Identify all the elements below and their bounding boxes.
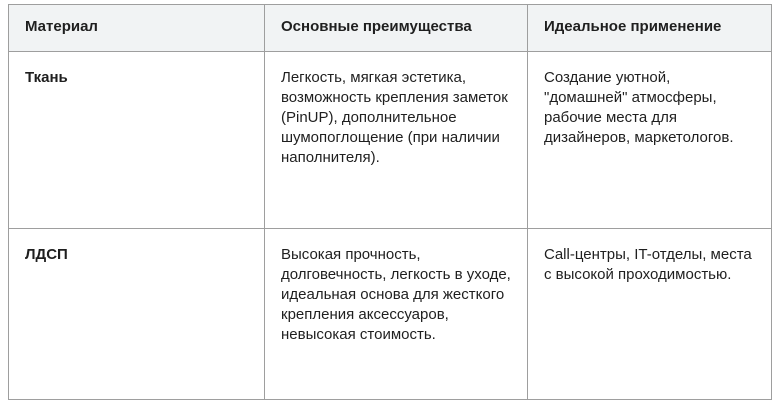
- table-header-row: [9, 5, 772, 52]
- cell-advantages: Высокая прочность, долговечность, легкость в уходе, идеальная основа для жесткого крепления аксессуаров, невысокая стоимость.: [265, 229, 528, 400]
- materials-comparison-table: [8, 4, 772, 400]
- cell-application: Call-центры, IT-отделы, места с высокой проходимостью.: [528, 229, 772, 400]
- header-material: Материал: [9, 5, 265, 52]
- cell-application: Создание уютной, "домашней" атмосферы, рабочие места для дизайнеров, маркетологов.: [528, 52, 772, 229]
- cell-advantages: Легкость, мягкая эстетика, возможность крепления заметок (PinUP), дополнительное шумопоглощение (при наличии наполнителя).: [265, 52, 528, 229]
- comparison-table-container: [8, 4, 772, 400]
- cell-material: ЛДСП: [9, 229, 265, 400]
- header-advantages: Основные преимущества: [265, 5, 528, 52]
- header-application: Идеальное применение: [528, 5, 772, 52]
- table-row: [9, 229, 772, 400]
- cell-material: Ткань: [9, 52, 265, 229]
- table-row: [9, 52, 772, 229]
